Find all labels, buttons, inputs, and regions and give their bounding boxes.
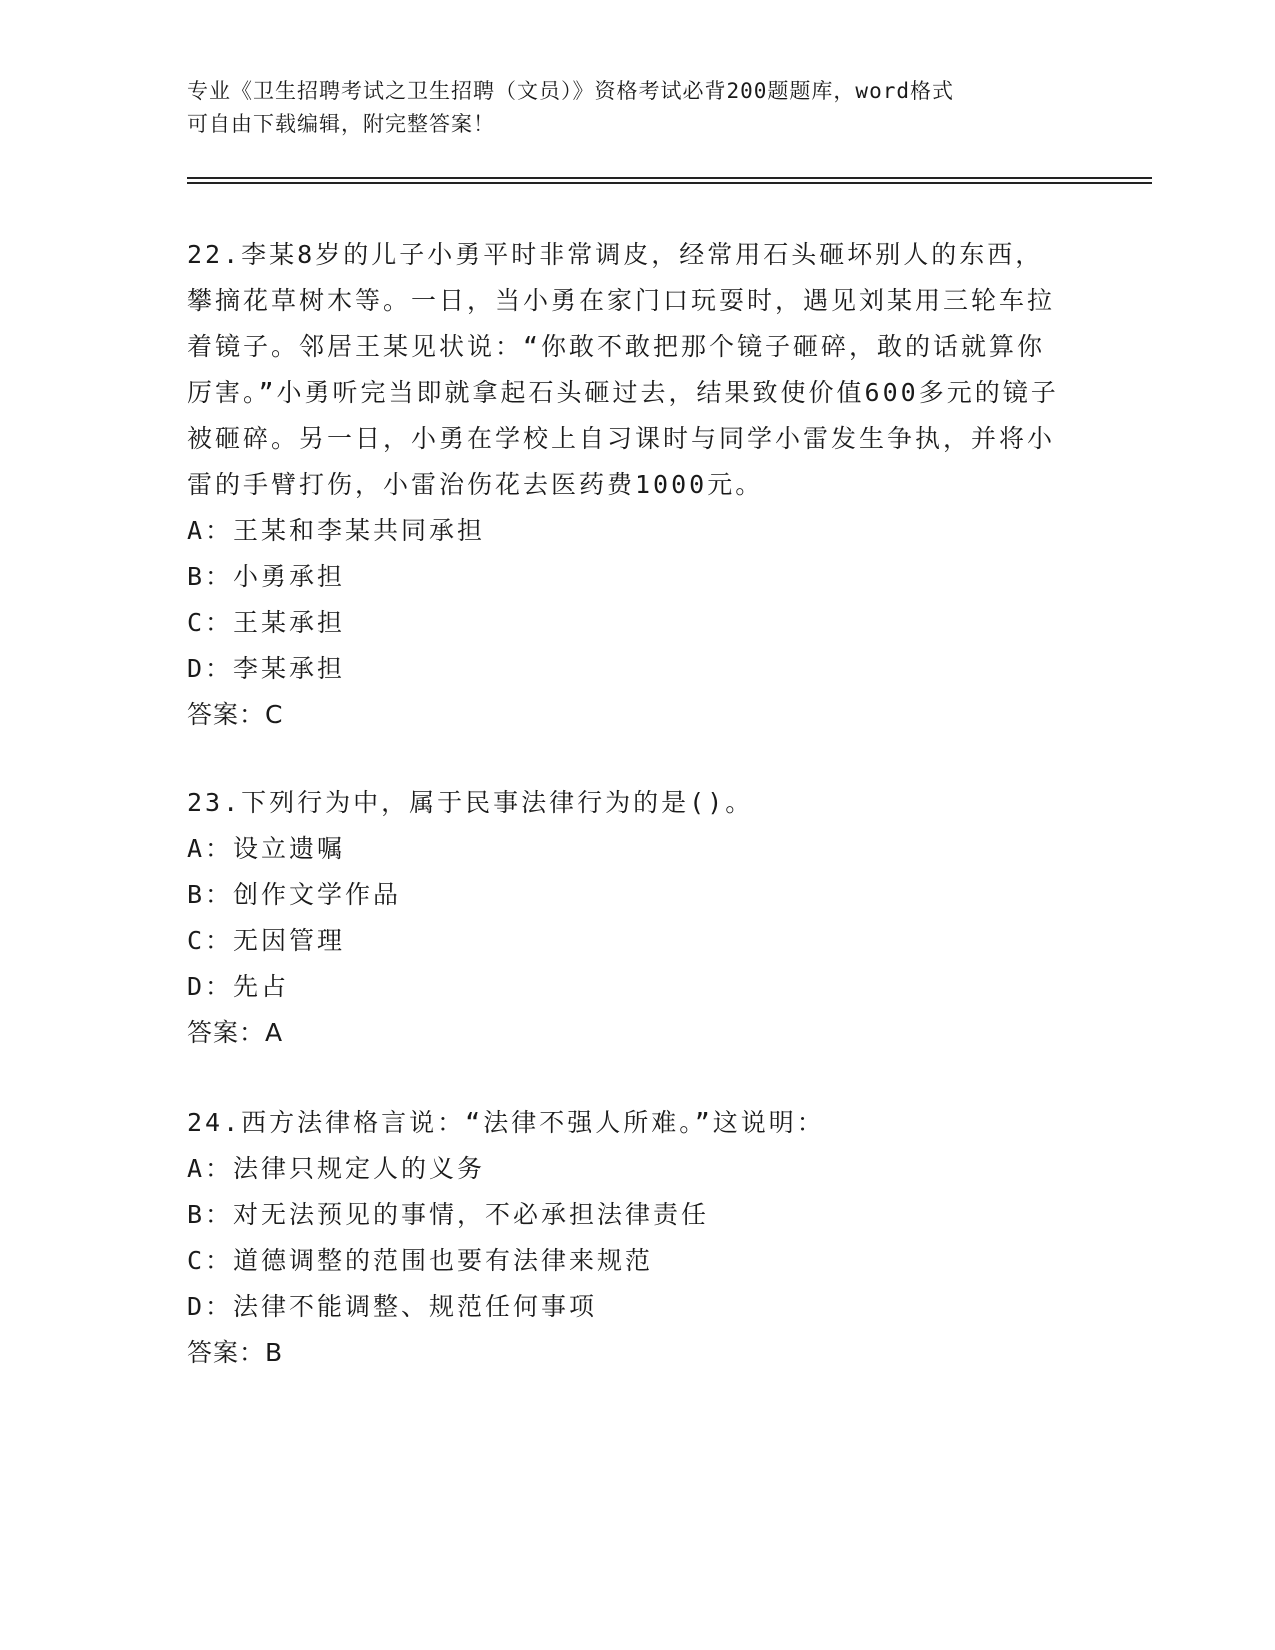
question-text: 22.李某8岁的儿子小勇平时非常调皮，经常用石头砸坏别人的东西，攀摘花草树木等。一日，当小勇在家门口玩耍时，遇见刘某用三轮车拉着镜子。邻居王某见状说：“你敢不敢把那个镜子砸碎，敢的话就算你厉害。”小勇听完当即就拿起石头砸过去，结果致使价值600多元的镜子被砸碎。另一日，小勇在学校上自习课时与同学小雷发生争执，并将小雷的手臂打伤，小雷治伤花去医药费1000元。	[187, 240, 1059, 499]
question-text: 24.西方法律格言说：“法律不强人所难。”这说明：	[187, 1108, 825, 1137]
header-title-line-2: 可自由下载编辑，附完整答案！	[187, 112, 495, 136]
option-b: B：小勇承担	[187, 562, 346, 591]
option-a: A：设立遗嘱	[187, 834, 346, 863]
option-d: D：李某承担	[187, 654, 346, 683]
answer-line: 答案：A	[187, 1018, 284, 1047]
option-a: A：王某和李某共同承担	[187, 516, 486, 545]
option-d: D：法律不能调整、规范任何事项	[187, 1292, 598, 1321]
header-divider-bottom	[187, 182, 1152, 184]
option-d: D：先占	[187, 972, 290, 1001]
answer-line: 答案：B	[187, 1338, 284, 1367]
document-header	[187, 75, 1087, 141]
header-divider-top	[187, 177, 1152, 179]
option-a: A：法律只规定人的义务	[187, 1154, 486, 1183]
option-b: B：创作文学作品	[187, 880, 402, 909]
question-22	[187, 232, 1067, 738]
question-text: 23.下列行为中，属于民事法律行为的是()。	[187, 788, 754, 817]
question-24	[187, 1100, 1067, 1376]
option-c: C：无因管理	[187, 926, 346, 955]
option-c: C：王某承担	[187, 608, 346, 637]
answer-line: 答案：C	[187, 700, 284, 729]
option-b: B：对无法预见的事情，不必承担法律责任	[187, 1200, 710, 1229]
header-title-line-1: 专业《卫生招聘考试之卫生招聘（文员）》资格考试必背200题题库，word格式	[187, 79, 954, 103]
option-c: C：道德调整的范围也要有法律来规范	[187, 1246, 654, 1275]
question-23	[187, 780, 1067, 1056]
